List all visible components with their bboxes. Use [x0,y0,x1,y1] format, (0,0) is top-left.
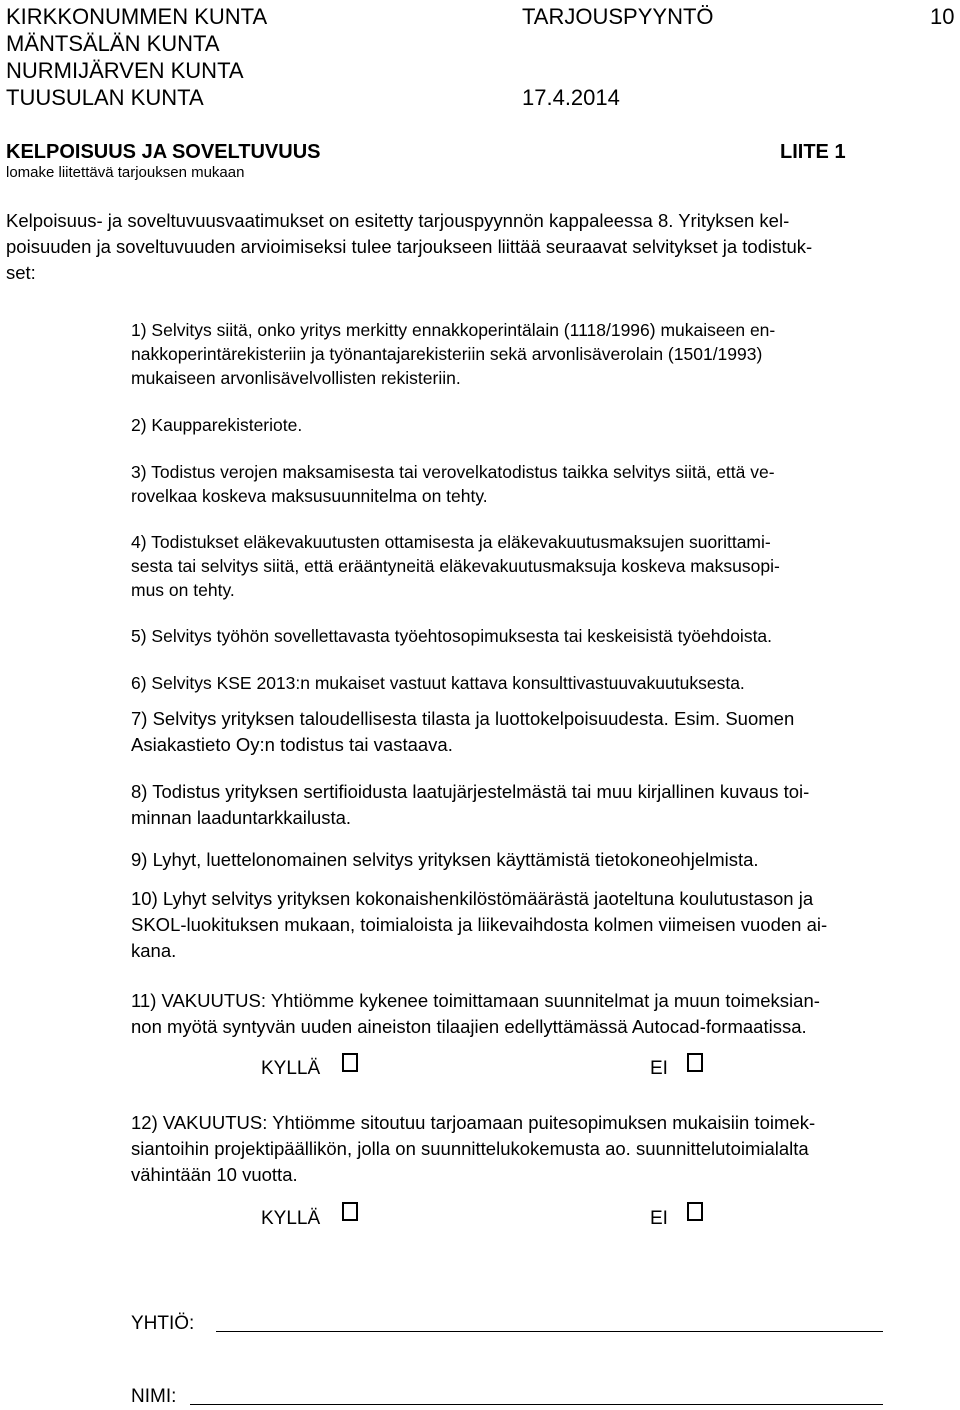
item-2-line: 2) Kaupparekisteriote. [131,415,303,435]
item-3-line: 3) Todistus verojen maksamisesta tai verovelkatodistus taikka selvitys siitä, että ve- [131,462,775,482]
company-field[interactable] [216,1331,883,1332]
item-12-line: vähintään 10 vuotta. [131,1164,298,1185]
no-checkbox[interactable] [687,1053,703,1072]
item-12-line: 12) VAKUUTUS: Yhtiömme sitoutuu tarjoamaan puitesopimuksen mukaisiin toimek- [131,1112,816,1133]
section-subtitle: lomake liitettävä tarjouksen mukaan [6,164,245,181]
item-1-line: nakkoperintärekisteriin ja työnantajarekisteriin sekä arvonlisäverolain (1501/1993) [131,344,763,364]
no-label: EI [650,1208,668,1229]
yes-label: KYLLÄ [261,1058,321,1079]
municipality-4: TUUSULAN KUNTA [6,85,204,110]
item-10-line: 10) Lyhyt selvitys yrityksen kokonaishenkilöstömäärästä jaoteltuna koulutustason ja [131,888,814,909]
item-4-line: sesta tai selvitys siitä, että erääntyneitä eläkevakuutusmaksuja koskeva maksusopi- [131,556,780,576]
item-6-line: 6) Selvitys KSE 2013:n mukaiset vastuut kattava konsulttivastuuvakuutuksesta. [131,673,745,693]
item-10-line: SKOL-luokituksen mukaan, toimialoista ja liikevaihdosta kolmen viimeisen vuoden ai- [131,914,828,935]
item-8-line: minnan laaduntarkkailusta. [131,807,352,828]
intro-line: Kelpoisuus- ja soveltuvuusvaatimukset on esitetty tarjouspyynnön kappaleessa 8. Yrityksen kel- [6,210,790,231]
item-11-line: 11) VAKUUTUS: Yhtiömme kykenee toimittamaan suunnitelmat ja muun toimeksian- [131,990,820,1011]
intro-line: set: [6,262,36,283]
municipality-2: MÄNTSÄLÄN KUNTA [6,31,220,56]
no-checkbox[interactable] [687,1202,703,1221]
item-12-line: siantoihin projektipäällikön, jolla on suunnittelukokemusta ao. suunnittelutoimialalta [131,1138,809,1159]
item-4-line: mus on tehty. [131,580,235,600]
item-1-line: 1) Selvitys siitä, onko yritys merkitty ennakkoperintälain (1118/1996) mukaiseen en- [131,320,776,340]
municipality-3: NURMIJÄRVEN KUNTA [6,58,244,83]
name-label: NIMI: [131,1386,177,1407]
item-10-line: kana. [131,940,177,961]
item-8-line: 8) Todistus yrityksen sertifioidusta laatujärjestelmästä tai muu kirjallinen kuvaus toi- [131,781,810,802]
yes-checkbox[interactable] [342,1053,358,1072]
page-number: 10 [930,4,955,29]
no-label: EI [650,1058,668,1079]
doc-type: TARJOUSPYYNTÖ [522,4,714,29]
item-7-line: 7) Selvitys yrityksen taloudellisesta tilasta ja luottokelpoisuudesta. Esim. Suomen [131,708,795,729]
doc-date: 17.4.2014 [522,85,620,110]
item-11-line: non myötä syntyvän uuden aineiston tilaajien edellyttämässä Autocad-formaatissa. [131,1016,807,1037]
item-1-line: mukaiseen arvonlisävelvollisten rekisteriin. [131,368,461,388]
item-7-line: Asiakastieto Oy:n todistus tai vastaava. [131,734,453,755]
item-3-line: rovelkaa koskeva maksusuunnitelma on tehty. [131,486,488,506]
name-field[interactable] [190,1404,883,1405]
yes-label: KYLLÄ [261,1208,321,1229]
municipality-1: KIRKKONUMMEN KUNTA [6,4,268,29]
item-4-line: 4) Todistukset eläkevakuutusten ottamisesta ja eläkevakuutusmaksujen suorittami- [131,532,771,552]
attachment-label: LIITE 1 [780,141,846,163]
intro-line: poisuuden ja soveltuvuuden arvioimiseksi tulee tarjoukseen liittää seuraavat selvitykset ja todistuk- [6,236,813,257]
section-title: KELPOISUUS JA SOVELTUVUUS [6,141,321,163]
company-label: YHTIÖ: [131,1313,195,1334]
item-9-line: 9) Lyhyt, luettelonomainen selvitys yrityksen käyttämistä tietokoneohjelmista. [131,849,759,870]
item-5-line: 5) Selvitys työhön sovellettavasta työehtosopimuksesta tai keskeisistä työehdoista. [131,626,773,646]
yes-checkbox[interactable] [342,1202,358,1221]
